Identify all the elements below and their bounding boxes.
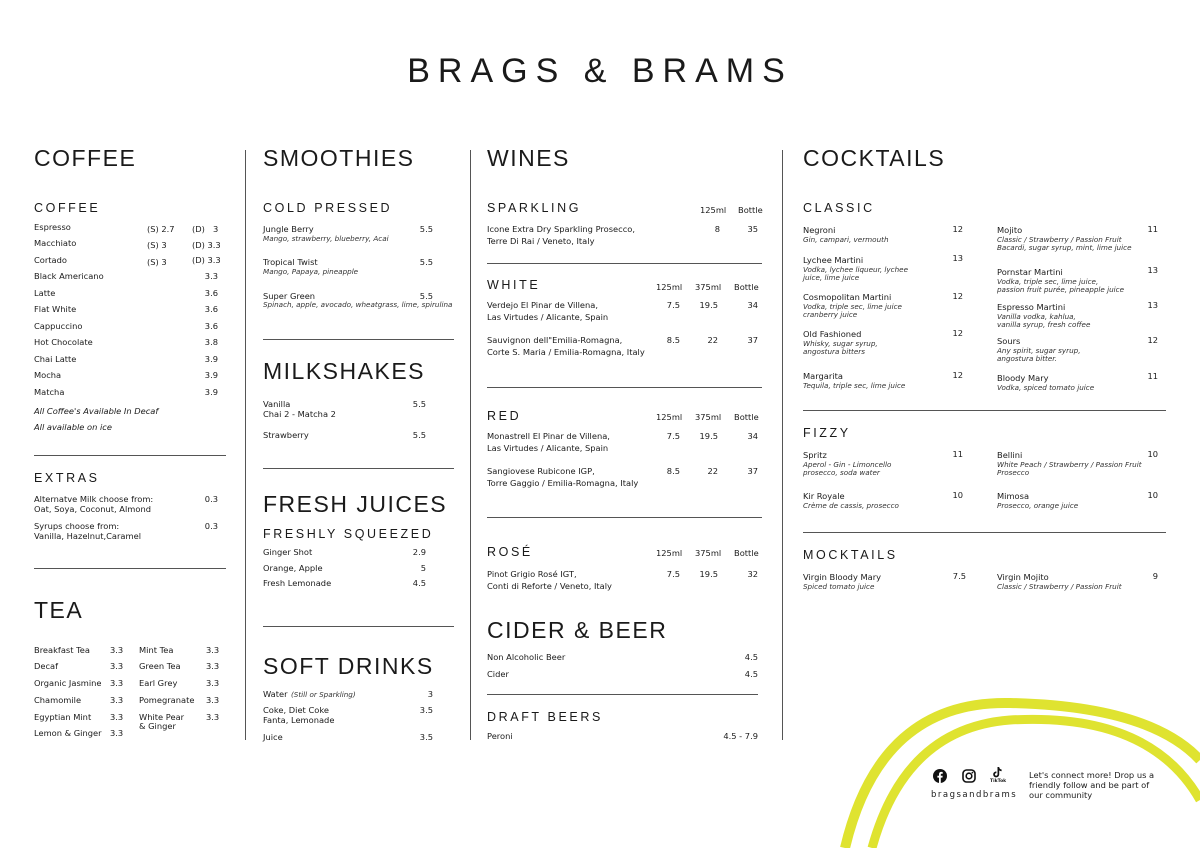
section-divider <box>487 263 762 264</box>
column-header: 125ml <box>700 205 727 215</box>
menu-item-price: 5.5 <box>412 430 426 440</box>
cocktail-price: 13 <box>952 253 963 263</box>
column-header: 375ml <box>695 548 722 558</box>
wine-price-375: 19.5 <box>699 300 718 310</box>
milkshakes-heading: MILKSHAKES <box>263 358 425 384</box>
cocktail-name: Cosmopolitan Martini <box>803 292 892 302</box>
cocktail-name: Negroni <box>803 225 836 235</box>
cocktail-price: 13 <box>1147 265 1158 275</box>
cocktail-description: White Peach / Strawberry / Passion Fruit <box>997 460 1142 469</box>
menu-item-price: 4.5 <box>412 578 426 588</box>
cocktail-price: 9 <box>1152 571 1158 581</box>
menu-item-price: 3 <box>427 689 433 699</box>
juices-heading: FRESH JUICES <box>263 491 448 517</box>
extras-heading: EXTRAS <box>34 471 100 485</box>
cocktail-description: vanilla syrup, fresh coffee <box>997 320 1091 329</box>
column-header: 375ml <box>695 412 722 422</box>
menu-item-price: 3.8 <box>204 337 218 347</box>
menu-item-price: 3.9 <box>204 387 218 397</box>
menu-item-name: Peroni <box>487 731 513 741</box>
menu-item-name: Mint Tea <box>139 645 174 655</box>
cocktail-description: Vodka, triple sec, lime juice <box>803 302 902 311</box>
cocktail-price: 10 <box>1147 449 1158 459</box>
menu-item-name: Ginger Shot <box>263 547 313 557</box>
cocktail-description: Gin, campari, vermouth <box>803 235 889 244</box>
wine-origin: Conti di Reforte / Veneto, Italy <box>487 581 612 591</box>
wine-name: Monastrell El Pinar de Villena, <box>487 431 610 441</box>
menu-item-price: 3.6 <box>204 321 218 331</box>
cocktail-name: Espresso Martini <box>997 302 1066 312</box>
menu-item-description: Mango, strawberry, blueberry, Acai <box>263 234 389 243</box>
cocktail-description: Bacardi, sugar syrup, mint, lime juice <box>997 243 1132 252</box>
cocktail-description: Prosecco <box>997 468 1030 477</box>
menu-item-price: 3.3 <box>206 695 220 705</box>
menu-item-name: Chamomile <box>34 695 82 705</box>
menu-item-name: Water <box>263 689 288 699</box>
menu-item-price-double-value: 3 <box>213 224 219 234</box>
wine-price-375: 22 <box>707 466 718 476</box>
menu-item-name: Coke, Diet Coke <box>263 705 329 715</box>
cocktail-description: Crème de cassis, prosecco <box>803 501 899 510</box>
wine-price-bottle: 37 <box>747 335 758 345</box>
menu-item-price: 5.5 <box>419 257 433 267</box>
smoothies-subheading: COLD PRESSED <box>263 201 393 215</box>
menu-item-price-single: (S) 3 <box>147 257 167 267</box>
section-divider <box>803 532 1166 533</box>
menu-item-note: (Still or Sparkling) <box>291 690 356 699</box>
cocktail-description: Spiced tomato juice <box>803 582 875 591</box>
social-handle[interactable]: bragsandbrams <box>931 790 1018 800</box>
section-divider <box>263 339 454 340</box>
wine-price-bottle: 37 <box>747 466 758 476</box>
column-header: Bottle <box>734 282 759 292</box>
cocktail-price: 12 <box>952 224 963 234</box>
cocktail-name: Margarita <box>803 371 843 381</box>
cocktail-name: Virgin Bloody Mary <box>803 572 882 582</box>
menu-item-name: White Pear <box>139 712 185 722</box>
cocktails-heading: COCKTAILS <box>803 145 946 171</box>
cocktail-name: Mojito <box>997 225 1023 235</box>
coffee-subheading: COFFEE <box>34 201 101 215</box>
section-divider <box>803 410 1166 411</box>
menu-item-price: 3.5 <box>419 705 433 715</box>
menu-item-price: 3.3 <box>206 678 220 688</box>
cocktail-name: Old Fashioned <box>803 329 862 339</box>
cocktail-name: Kir Royale <box>803 491 845 501</box>
menu-item-name-line2: & Ginger <box>139 721 176 731</box>
menu-item-description: Spinach, apple, avocado, wheatgrass, lime, spirulina <box>263 300 453 309</box>
column-divider <box>470 150 471 740</box>
coffee-note: All available on ice <box>34 422 112 432</box>
cocktail-description: Vodka, spiced tomato juice <box>997 383 1095 392</box>
tea-heading: TEA <box>34 597 84 623</box>
menu-item-name: Cider <box>487 669 509 679</box>
cocktail-price: 10 <box>952 490 963 500</box>
wine-name: Icone Extra Dry Sparkling Prosecco, <box>487 224 636 234</box>
menu-item-price: 3.9 <box>204 354 218 364</box>
menu-item-name: Macchiato <box>34 238 77 248</box>
column-header: 375ml <box>695 282 722 292</box>
juices-subheading: FRESHLY SQUEEZED <box>263 527 434 541</box>
cocktail-description: Tequila, triple sec, lime juice <box>803 381 906 390</box>
facebook-icon[interactable] <box>933 769 947 783</box>
menu-item-price: 3.3 <box>110 695 124 705</box>
menu-item-price-double: (D) 3.3 <box>192 255 221 265</box>
menu-item-price: 3.5 <box>419 732 433 742</box>
menu-item-name: Pomegranate <box>139 695 195 705</box>
extra-item-price: 0.3 <box>204 521 218 531</box>
menu-item-name: Juice <box>263 732 283 742</box>
menu-item-name: Super Green <box>263 291 316 301</box>
menu-item-price: 3.3 <box>206 661 220 671</box>
menu-item-name: Vanilla <box>263 399 291 409</box>
cocktail-description: Vodka, lychee liqueur, lychee <box>803 265 909 274</box>
extra-item-price: 0.3 <box>204 494 218 504</box>
menu-item-name: Green Tea <box>139 661 181 671</box>
wine-price-bottle: 35 <box>747 224 758 234</box>
brand-title: BRAGS & BRAMS <box>407 52 793 90</box>
menu-item-name: Latte <box>34 288 56 298</box>
wines-heading: WINES <box>487 145 570 171</box>
menu-item-price-double: (D) 3.3 <box>192 240 221 250</box>
menu-item-name: Orange, Apple <box>263 563 323 573</box>
wine-price-125: 7.5 <box>666 569 680 579</box>
cocktail-description: Classic / Strawberry / Passion Fruit <box>997 582 1122 591</box>
cocktail-description: Vanilla vodka, kahlua, <box>997 312 1076 321</box>
cocktail-description: Vodka, triple sec, lime juice, <box>997 277 1099 286</box>
section-divider <box>487 517 762 518</box>
menu-item-price: 3.3 <box>206 645 220 655</box>
wine-price-375: 22 <box>707 335 718 345</box>
menu-item-name: Non Alcoholic Beer <box>487 652 566 662</box>
section-divider <box>487 387 762 388</box>
social-message: friendly follow and be part of <box>1029 780 1150 790</box>
menu-item-name: Hot Chocolate <box>34 337 93 347</box>
column-header: 125ml <box>656 282 683 292</box>
sparkling-heading: SPARKLING <box>487 201 582 215</box>
menu-item-name: Flat White <box>34 304 77 314</box>
red-heading: RED <box>487 409 522 423</box>
wine-name: Verdejo El Pinar de Villena, <box>487 300 598 310</box>
cocktail-description: Classic / Strawberry / Passion Fruit <box>997 235 1122 244</box>
menu-item-name: Espresso <box>34 222 71 232</box>
social-message: Let's connect more! Drop us a <box>1029 770 1155 780</box>
section-divider <box>34 455 226 456</box>
wine-origin: Corte S. Maria / Emilia-Romagna, Italy <box>487 347 645 357</box>
column-header: Bottle <box>734 548 759 558</box>
cocktail-description: passion fruit purée, pineapple juice <box>997 285 1125 294</box>
wine-price-125: 7.5 <box>666 300 680 310</box>
menu-item-addons: Chai 2 - Matcha 2 <box>263 409 336 419</box>
menu-item-price: 3.3 <box>110 728 124 738</box>
wine-price-125: 8 <box>714 224 720 234</box>
extra-item-options: Oat, Soya, Coconut, Almond <box>34 504 151 514</box>
column-header: 125ml <box>656 412 683 422</box>
coffee-note: All Coffee's Available In Decaf <box>34 406 159 416</box>
column-header: Bottle <box>734 412 759 422</box>
cocktail-description: prosecco, soda water <box>803 468 880 477</box>
cocktail-price: 7.5 <box>952 571 966 581</box>
menu-item-name: Fresh Lemonade <box>263 578 332 588</box>
cocktail-name: Spritz <box>803 450 827 460</box>
column-header: 125ml <box>656 548 683 558</box>
menu-item-price: 3.3 <box>204 271 218 281</box>
coffee-heading: COFFEE <box>34 145 137 171</box>
wine-price-bottle: 32 <box>747 569 758 579</box>
wine-name: Sauvignon dell"Emilia-Romagna, <box>487 335 623 345</box>
mocktails-heading: MOCKTAILS <box>803 548 898 562</box>
menu-item-price: 3.3 <box>110 645 124 655</box>
cocktail-name: Mimosa <box>997 491 1030 501</box>
cocktail-name: Pornstar Martini <box>997 267 1063 277</box>
cocktail-description: Any spirit, sugar syrup, <box>997 346 1081 355</box>
smoothies-heading: SMOOTHIES <box>263 145 415 171</box>
menu-item-name: Jungle Berry <box>263 224 314 234</box>
wine-price-375: 19.5 <box>699 569 718 579</box>
menu-item-description: Mango, Papaya, pineapple <box>263 267 359 276</box>
extra-item-name: Syrups choose from: <box>34 521 120 531</box>
menu-item-name: Mocha <box>34 370 62 380</box>
menu-item-name: Decaf <box>34 661 59 671</box>
extra-item-name: Alternatve Milk choose from: <box>34 494 154 504</box>
menu-item-name: Earl Grey <box>139 678 178 688</box>
menu-item-name: Black Americano <box>34 271 104 281</box>
menu-item-price: 4.5 <box>744 669 758 679</box>
wine-price-bottle: 34 <box>747 431 758 441</box>
rose-heading: ROSÉ <box>487 545 533 559</box>
menu-item-name: Tropical Twist <box>263 257 318 267</box>
menu-item-price-double: (D) <box>192 224 205 234</box>
wine-origin: Torre Gaggio / Emilia-Romagna, Italy <box>487 478 639 488</box>
menu-item-price: 4.5 - 7.9 <box>723 731 758 741</box>
cocktail-price: 13 <box>1147 300 1158 310</box>
extra-item-options: Vanilla, Hazelnut,Caramel <box>34 531 142 541</box>
menu-item-name: Cortado <box>34 255 67 265</box>
soft-drinks-heading: SOFT DRINKS <box>263 653 434 679</box>
cocktail-description: Whisky, sugar syrup, <box>803 339 878 348</box>
tiktok-icon[interactable] <box>990 766 1004 780</box>
column-header: Bottle <box>738 205 763 215</box>
wine-origin: Las Virtudes / Alicante, Spain <box>487 443 609 453</box>
wine-origin: Las Virtudes / Alicante, Spain <box>487 312 609 322</box>
menu-item-price-single: (S) 2.7 <box>147 224 175 234</box>
menu-item-price: 3.6 <box>204 288 218 298</box>
cocktail-price: 12 <box>952 370 963 380</box>
cocktail-description: Prosecco, orange juice <box>997 501 1079 510</box>
cocktail-price: 12 <box>952 328 963 338</box>
cocktail-name: Lychee Martini <box>803 255 864 265</box>
menu-item-name-line2: Fanta, Lemonade <box>263 715 335 725</box>
menu-item-price: 5 <box>420 563 426 573</box>
menu-item-name: Matcha <box>34 387 65 397</box>
white-heading: WHITE <box>487 278 541 292</box>
cocktail-price: 10 <box>1147 490 1158 500</box>
cocktail-price: 12 <box>1147 335 1158 345</box>
cocktail-price: 11 <box>1147 224 1158 234</box>
menu-item-name: Chai Latte <box>34 354 77 364</box>
cocktail-description: angostura bitters <box>803 347 865 356</box>
cocktail-name: Bellini <box>997 450 1023 460</box>
draft-beers-heading: DRAFT BEERS <box>487 710 603 724</box>
menu-item-price: 3.3 <box>110 712 124 722</box>
wine-price-bottle: 34 <box>747 300 758 310</box>
wine-price-125: 8.5 <box>666 335 680 345</box>
cocktail-price: 11 <box>1147 371 1158 381</box>
cocktail-name: Sours <box>997 336 1021 346</box>
menu-item-price: 3.3 <box>110 661 124 671</box>
cocktail-name: Virgin Mojito <box>997 572 1049 582</box>
section-divider <box>34 568 226 569</box>
menu-item-price-single: (S) 3 <box>147 240 167 250</box>
menu-item-price: 2.9 <box>412 547 426 557</box>
menu-item-name: Strawberry <box>263 430 309 440</box>
menu-item-name: Egyptian Mint <box>34 712 92 722</box>
menu-item-name: Organic Jasmine <box>34 678 102 688</box>
wine-price-375: 19.5 <box>699 431 718 441</box>
social-message: our community <box>1029 790 1093 800</box>
section-divider <box>263 626 454 627</box>
menu-item-price: 5.5 <box>412 399 426 409</box>
wine-name: Sangiovese Rubicone IGP, <box>487 466 595 476</box>
menu-item-price: 3.9 <box>204 370 218 380</box>
wine-price-125: 7.5 <box>666 431 680 441</box>
menu-item-price: 4.5 <box>744 652 758 662</box>
wine-price-125: 8.5 <box>666 466 680 476</box>
cocktail-description: angostura bitter. <box>997 354 1057 363</box>
menu-item-name: Lemon & Ginger <box>34 728 102 738</box>
wine-name: Pinot Grigio Rosé IGT, <box>487 569 577 579</box>
menu-item-price: 3.3 <box>206 712 220 722</box>
cider-beer-heading: CIDER & BEER <box>487 617 668 643</box>
cocktail-name: Bloody Mary <box>997 373 1049 383</box>
menu-item-price: 3.6 <box>204 304 218 314</box>
classic-heading: CLASSIC <box>803 201 875 215</box>
instagram-icon[interactable] <box>962 769 976 783</box>
section-divider <box>263 468 454 469</box>
cocktail-description: cranberry juice <box>803 310 858 319</box>
menu-item-price: 5.5 <box>419 291 433 301</box>
wine-origin: Terre Di Rai / Veneto, Italy <box>487 236 595 246</box>
cocktail-description: Aperol - Gin - Limoncello <box>803 460 892 469</box>
column-divider <box>245 150 246 740</box>
cocktail-price: 12 <box>952 291 963 301</box>
cocktail-description: juice, lime juice <box>803 273 860 282</box>
section-divider <box>487 694 758 695</box>
menu-item-name: Cappuccino <box>34 321 83 331</box>
menu-item-price: 3.3 <box>110 678 124 688</box>
cocktail-price: 11 <box>952 449 963 459</box>
fizzy-heading: FIZZY <box>803 426 851 440</box>
tiktok-label: TikTok <box>990 779 1007 784</box>
column-divider <box>782 150 783 740</box>
menu-item-name: Breakfast Tea <box>34 645 90 655</box>
menu-item-price: 5.5 <box>419 224 433 234</box>
